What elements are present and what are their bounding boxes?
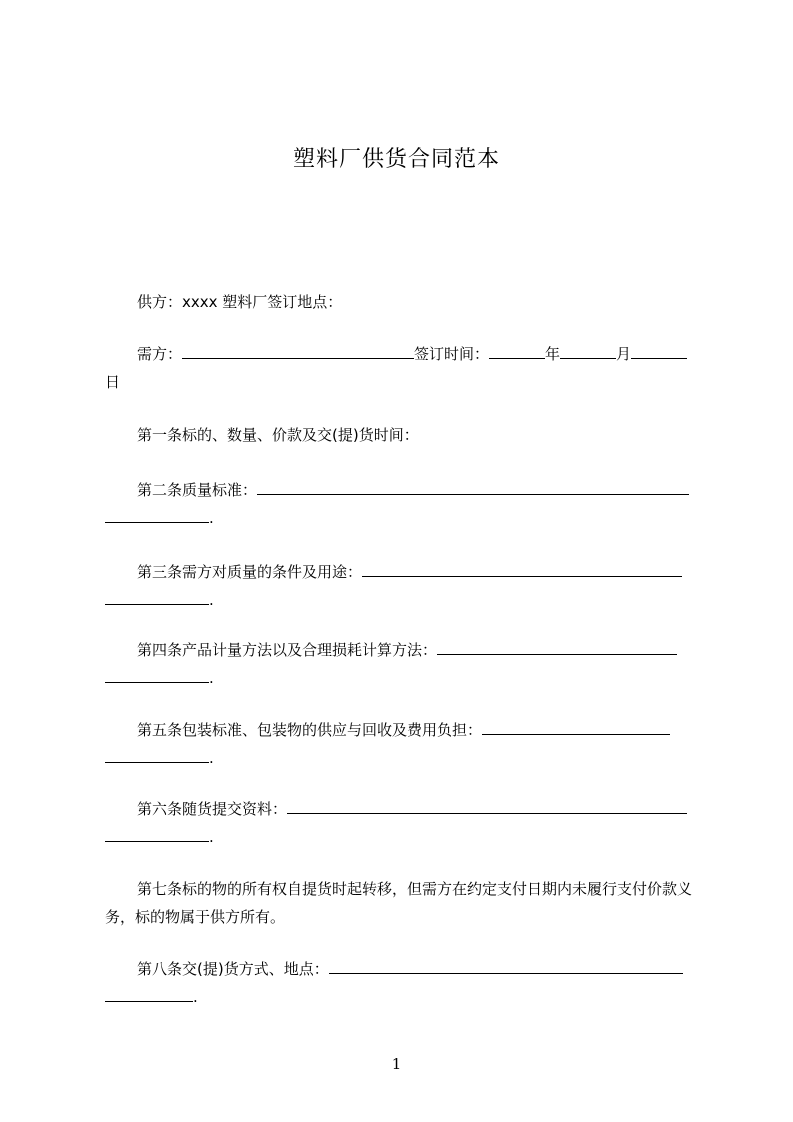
year-blank [489,344,545,359]
clause-3-continuation [105,586,701,614]
clause-2-continuation [105,504,701,532]
sign-time-label: 签订时间： [414,345,490,363]
clause-6-blank-2 [105,827,209,842]
clause-1 [105,421,701,449]
buyer-label: 需方： [137,345,183,363]
clause-3-period: . [209,591,214,609]
clause-8-period: . [193,988,198,1006]
month-label: 月 [616,345,632,363]
clause-2 [105,476,701,532]
clause-5-text: 第五条包装标准、包装物的供应与回收及费用负担： [137,721,483,739]
clause-3 [105,558,701,614]
clause-8 [105,955,701,1011]
buyer-line [105,340,701,396]
day-label: 日 [105,373,121,391]
clause-6-period: . [209,828,214,846]
clause-5 [105,716,701,772]
clause-3-blank [362,562,682,577]
clause-8-blank-2 [105,987,193,1002]
clause-6 [105,795,701,851]
clause-6-continuation [105,823,701,851]
buyer-blank [182,344,414,359]
clause-4 [105,636,701,692]
clause-8-blank [329,959,683,974]
clause-8-text: 第八条交(提)货方式、地点： [137,960,329,978]
clause-2-period: . [209,509,214,527]
clause-2-blank-2 [105,508,209,523]
document-title: 塑料厂供货合同范本 [292,147,500,172]
day-blank [631,344,687,359]
month-blank [560,344,616,359]
clause-2-text: 第二条质量标准： [137,481,258,499]
clause-1-text: 第一条标的、数量、价款及交(提)货时间： [137,426,419,444]
page-number: 1 [391,1055,402,1073]
clause-3-text: 第三条需方对质量的条件及用途： [137,563,363,581]
clause-4-text: 第四条产品计量方法以及合理损耗计算方法： [137,641,438,659]
clause-7-text: 第七条标的物的所有权自提货时起转移，但需方在约定支付日期内未履行支付价款义务，标的物属于供方所有。 [105,880,693,926]
year-label: 年 [545,345,561,363]
clause-7 [105,875,701,931]
clause-4-blank [437,640,677,655]
clause-8-continuation [105,983,701,1011]
clause-5-blank-2 [105,748,209,763]
clause-3-blank-2 [105,590,209,605]
clause-5-period: . [209,749,214,767]
clause-5-blank [482,720,670,735]
clause-5-continuation [105,744,701,772]
clause-4-blank-2 [105,668,209,683]
clause-6-text: 第六条随货提交资料： [137,800,288,818]
supplier-line [105,288,701,316]
clause-6-blank [287,799,687,814]
clause-4-period: . [209,669,214,687]
supplier-text: 供方：xxxx 塑料厂签订地点： [137,293,343,311]
clause-4-continuation [105,664,701,692]
clause-2-blank [257,480,689,495]
